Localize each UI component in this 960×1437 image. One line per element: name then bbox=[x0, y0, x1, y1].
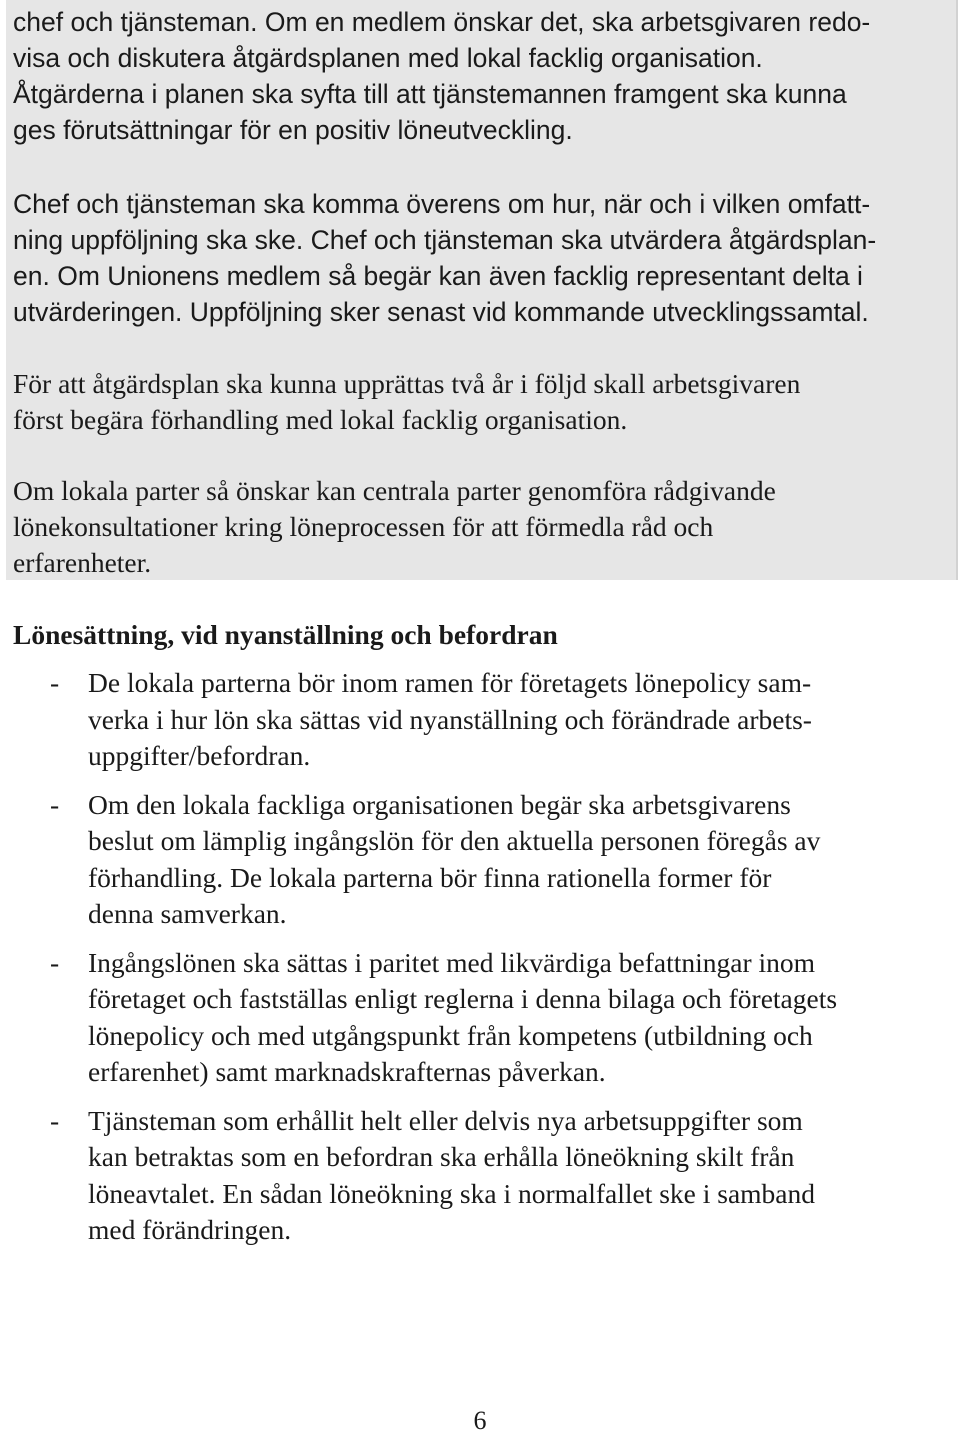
text-line: För att åtgärdsplan ska kunna upprättas två år i följd skall arbetsgivaren bbox=[13, 368, 801, 399]
list-item bbox=[0, 945, 960, 1091]
text-line: De lokala parterna bör inom ramen för företagets lönepolicy sam- bbox=[88, 667, 812, 698]
text-line: ges förutsättningar för en positiv löneutveckling. bbox=[13, 115, 573, 145]
paragraph-action-plan bbox=[13, 4, 943, 148]
text-line: lönepolicy och med utgångspunkt från kompetens (utbildning och bbox=[88, 1019, 813, 1051]
text-line: ning uppföljning ska ske. Chef och tjänsteman ska utvärdera åtgärdsplan- bbox=[13, 225, 877, 255]
dash-bullet: - bbox=[50, 788, 60, 820]
paragraph-follow-up bbox=[13, 186, 943, 330]
page-number: 6 bbox=[473, 1406, 487, 1435]
dash-bullet: - bbox=[50, 1104, 60, 1136]
text-line: Chef och tjänsteman ska komma överens om hur, när och i vilken omfatt- bbox=[13, 189, 871, 219]
text-line: en. Om Unionens medlem så begär kan även facklig representant delta i bbox=[13, 261, 863, 291]
text-line: förhandling. De lokala parterna bör finna rationella former för bbox=[88, 861, 772, 893]
text-line: Om lokala parter så önskar kan centrala parter genomföra rådgivande bbox=[13, 475, 776, 506]
text-line: denna samverkan. bbox=[88, 898, 287, 929]
section-heading: Lönesättning, vid nyanställning och befordran bbox=[13, 619, 558, 650]
text-line: Ingångslönen ska sättas i paritet med likvärdiga befattningar inom bbox=[88, 946, 816, 978]
text-line: kan betraktas som en befordran ska erhålla löneökning skilt från bbox=[88, 1141, 795, 1172]
text-line: Åtgärderna i planen ska syfta till att tjänstemannen framgent ska kunna bbox=[13, 79, 847, 109]
text-line: företaget och fastställas enligt reglerna i denna bilaga och företagets bbox=[88, 983, 838, 1014]
list-item bbox=[0, 665, 960, 775]
dash-bullet: - bbox=[50, 667, 60, 698]
bullet-list bbox=[0, 665, 960, 1261]
text-line: utvärderingen. Uppföljning sker senast vid kommande utvecklingssamtal. bbox=[13, 297, 869, 327]
text-line: erfarenhet) samt marknadskrafternas påverkan. bbox=[88, 1056, 606, 1087]
text-line: beslut om lämplig ingångslön för den aktuella personen föregås av bbox=[88, 825, 821, 856]
text-line: chef och tjänsteman. Om en medlem önskar det, ska arbetsgivaren redo- bbox=[13, 7, 871, 37]
highlighted-text-block bbox=[6, 0, 958, 580]
list-item bbox=[0, 787, 960, 933]
text-line: erfarenheter. bbox=[13, 547, 152, 578]
list-item bbox=[0, 1103, 960, 1249]
text-line: verka i hur lön ska sättas vid nyanställning och förändrade arbets- bbox=[88, 703, 812, 735]
paragraph-consultations bbox=[13, 473, 943, 581]
text-line: med förändringen. bbox=[88, 1214, 292, 1245]
text-line: visa och diskutera åtgärdsplanen med lokal facklig organisation. bbox=[13, 43, 763, 73]
paragraph-two-years bbox=[13, 366, 943, 438]
text-line: uppgifter/befordran. bbox=[88, 740, 311, 771]
text-line: först begära förhandling med lokal facklig organisation. bbox=[13, 404, 628, 435]
text-line: lönekonsultationer kring löneprocessen för att förmedla råd och bbox=[13, 511, 714, 542]
text-line: Tjänsteman som erhållit helt eller delvis nya arbetsuppgifter som bbox=[88, 1104, 803, 1136]
dash-bullet: - bbox=[50, 946, 60, 978]
text-line: Om den lokala fackliga organisationen begär ska arbetsgivarens bbox=[88, 788, 791, 820]
text-line: löneavtalet. En sådan löneökning ska i normalfallet ske i samband bbox=[88, 1177, 816, 1209]
